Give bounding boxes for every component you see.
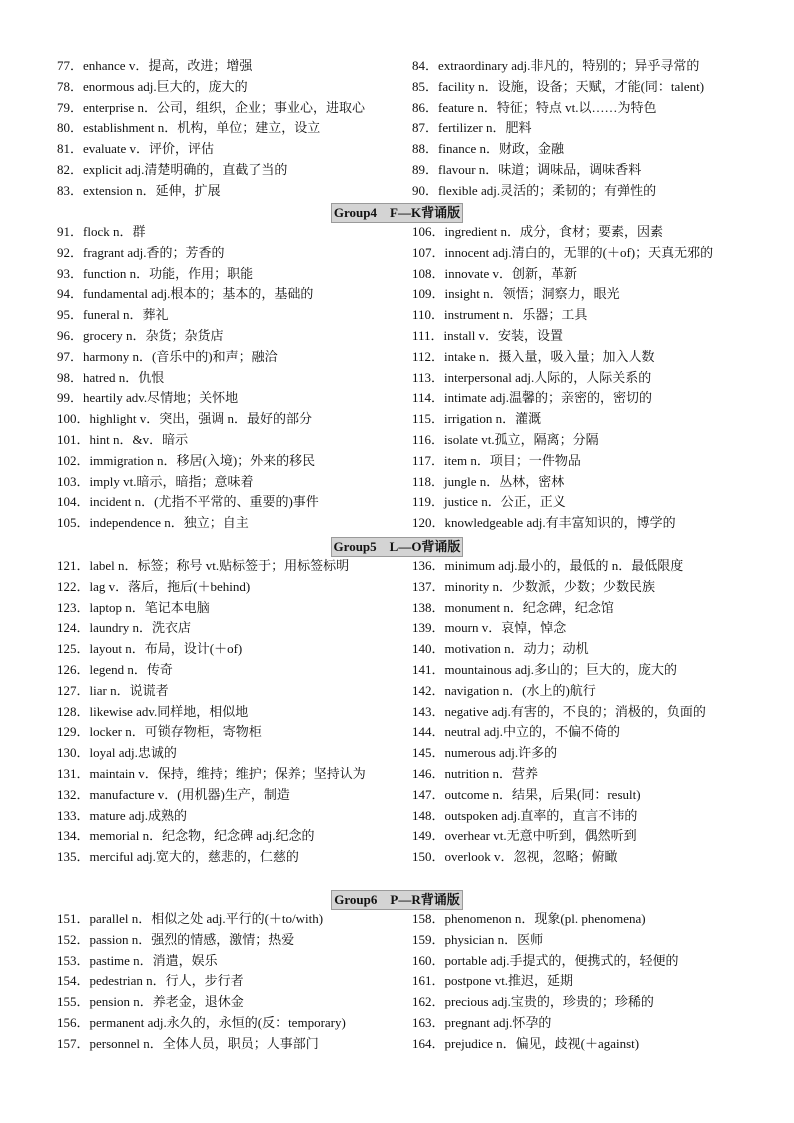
vocab-entry: 141．mountainous adj.多山的；巨大的，庞大的	[412, 661, 678, 677]
vocab-entry: 96．grocery n．杂货；杂货店	[57, 327, 224, 343]
vocab-entry: 162．precious adj.宝贵的，珍贵的；珍稀的	[412, 994, 654, 1010]
vocab-entry: 138．monument n．纪念碑，纪念馆	[412, 599, 614, 615]
vocab-entry: 144．neutral adj.中立的，不偏不倚的	[412, 724, 620, 740]
left-column	[57, 909, 407, 1055]
vocab-entry: 157．personnel n．全体人员，职员；人事部门	[57, 1035, 319, 1051]
vocab-entry: 97．harmony n．(音乐中的)和声；融洽	[57, 348, 278, 364]
vocab-entry: 122．lag v．落后，拖后(＋behind)	[57, 578, 251, 594]
vocab-entry: 159．physician n．医师	[412, 931, 544, 947]
vocab-entry: 77．enhance v．提高，改进；增强	[57, 58, 253, 73]
vocab-entry: 134．memorial n．纪念物，纪念碑 adj.纪念的	[57, 828, 315, 844]
vocab-entry: 140．motivation n．动力；动机	[412, 641, 589, 657]
vocab-entry: 139．mourn v．哀悼，悼念	[412, 620, 567, 636]
vocab-entry: 91．flock n．群	[57, 224, 146, 239]
vocab-entry: 163．pregnant adj.怀孕的	[412, 1014, 552, 1030]
vocab-entry: 114．intimate adj.温馨的；亲密的，密切的	[412, 390, 652, 406]
right-column	[412, 222, 782, 534]
vocab-entry: 98．hatred n．仇恨	[57, 369, 165, 385]
vocab-entry: 90．flexible adj.灵活的；柔韧的；有弹性的	[412, 182, 657, 198]
group4-title: Group4 F—K背诵版	[331, 203, 463, 223]
vocab-entry: 129．locker n．可锁存物柜，寄物柜	[57, 724, 262, 740]
vocab-entry: 121．label n．标签；称号 vt.贴标签于；用标签标明	[57, 558, 350, 573]
vocab-entry: 152．passion n．强烈的情感，激情；热爱	[57, 931, 295, 947]
vocab-entry: 160．portable adj.手提式的，便携式的，轻便的	[412, 952, 679, 968]
vocab-entry: 147．outcome n．结果，后果(同：result)	[412, 786, 641, 802]
vocab-entry: 78．enormous adj.巨大的，庞大的	[57, 78, 248, 94]
vocab-entry: 108．innovate v．创新，革新	[412, 265, 578, 281]
vocab-entry: 115．irrigation n．灌溉	[412, 411, 542, 427]
vocab-entry: 94．fundamental adj.根本的；基本的，基础的	[57, 286, 314, 302]
vocab-entry: 123．laptop n．笔记本电脑	[57, 599, 210, 615]
group5-title: Group5 L—O背诵版	[331, 537, 464, 557]
vocab-entry: 93．function n．功能，作用；职能	[57, 265, 254, 281]
vocab-entry: 92．fragrant adj.香的；芳香的	[57, 244, 225, 260]
vocab-entry: 110．instrument n．乐器；工具	[412, 307, 588, 323]
vocab-entry: 103．imply vt.暗示，暗指；意味着	[57, 473, 254, 489]
vocab-entry: 137．minority n．少数派，少数；少数民族	[412, 578, 656, 594]
vocab-entry: 128．likewise adv.同样地，相似地	[57, 703, 249, 719]
vocab-entry: 125．layout n．布局，设计(＋of)	[57, 641, 243, 657]
vocab-entry: 101．hint n．&v．暗示	[57, 431, 189, 447]
vocab-entry: 135．merciful adj.宽大的，慈悲的，仁慈的	[57, 849, 299, 865]
vocab-entry: 154．pedestrian n．行人，步行者	[57, 973, 244, 989]
group6-title: Group6 P—R背诵版	[331, 890, 462, 910]
vocab-entry: 116．isolate vt.孤立，隔离；分隔	[412, 431, 599, 447]
vocab-entry: 150．overlook v．忽视，忽略；俯瞰	[412, 849, 618, 865]
vocab-entry: 80．establishment n．机构，单位；建立，设立	[57, 120, 321, 136]
vocab-entry: 149．overhear vt.无意中听到，偶然听到	[412, 828, 637, 844]
vocab-entry: 82．explicit adj.清楚明确的，直截了当的	[57, 161, 288, 177]
vocab-entry: 156．permanent adj.永久的，永恒的(反：temporary)	[57, 1014, 346, 1030]
left-column	[57, 556, 407, 868]
left-column	[57, 222, 407, 534]
vocab-entry: 120．knowledgeable adj.有丰富知识的，博学的	[412, 515, 676, 531]
vocab-entry: 164．prejudice n．偏见，歧视(＋against)	[412, 1035, 640, 1051]
vocab-entry: 118．jungle n．丛林，密林	[412, 473, 565, 489]
vocab-entry: 148．outspoken adj.直率的，直言不讳的	[412, 807, 638, 823]
right-column	[412, 556, 782, 868]
vocab-entry: 126．legend n．传奇	[57, 661, 173, 677]
vocab-entry: 127．liar n．说谎者	[57, 682, 169, 698]
vocab-entry: 104．incident n．(尤指不平常的、重要的)事件	[57, 494, 319, 510]
vocab-entry: 109．insight n．领悟；洞察力，眼光	[412, 286, 620, 302]
vocab-entry: 107．innocent adj.清白的，无罪的(＋of)；天真无邪的	[412, 244, 714, 260]
group5-header	[0, 537, 794, 555]
left-column	[57, 56, 407, 202]
vocab-entry: 158．phenomenon n．现象(pl. phenomena)	[412, 911, 646, 926]
right-column	[412, 56, 782, 202]
vocab-entry: 81．evaluate v．评价，评估	[57, 141, 215, 157]
vocab-entry: 89．flavour n．味道；调味品，调味香料	[412, 161, 642, 177]
vocab-entry: 133．mature adj.成熟的	[57, 807, 187, 823]
vocab-entry: 106．ingredient n．成分，食材；要素，因素	[412, 224, 663, 239]
vocab-entry: 130．loyal adj.忠诚的	[57, 745, 177, 761]
vocab-entry: 100．highlight v．突出，强调 n．最好的部分	[57, 411, 312, 427]
vocab-entry: 153．pastime n．消遣，娱乐	[57, 952, 218, 968]
vocab-entry: 146．nutrition n．营养	[412, 765, 539, 781]
group6-header	[0, 890, 794, 908]
vocab-entry: 88．finance n．财政，金融	[412, 141, 565, 157]
vocab-entry: 112．intake n．摄入量，吸入量；加入人数	[412, 348, 655, 364]
vocab-entry: 143．negative adj.有害的，不良的；消极的，负面的	[412, 703, 706, 719]
vocab-entry: 161．postpone vt.推迟，延期	[412, 973, 574, 989]
vocab-entry: 142．navigation n．(水上的)航行	[412, 682, 596, 698]
vocab-entry: 95．funeral n．葬礼	[57, 307, 169, 323]
vocab-entry: 83．extension n．延伸，扩展	[57, 182, 221, 198]
vocab-entry: 84．extraordinary adj.非凡的，特别的；异乎寻常的	[412, 58, 700, 73]
vocab-entry: 136．minimum adj.最小的，最低的 n．最低限度	[412, 558, 684, 573]
vocab-entry: 105．independence n．独立；自主	[57, 515, 249, 531]
group4-header	[0, 203, 794, 221]
vocab-entry: 111．install v．安装，设置	[412, 327, 564, 343]
vocab-entry: 124．laundry n．洗衣店	[57, 620, 191, 636]
vocab-entry: 119．justice n．公正，正义	[412, 494, 566, 510]
right-column	[412, 909, 782, 1055]
vocab-entry: 117．item n．项目；一件物品	[412, 452, 581, 468]
vocab-entry: 132．manufacture v．(用机器)生产，制造	[57, 786, 290, 802]
vocab-entry: 102．immigration n．移居(入境)；外来的移民	[57, 452, 316, 468]
vocab-entry: 145．numerous adj.许多的	[412, 745, 558, 761]
vocab-entry: 99．heartily adv.尽情地；关怀地	[57, 390, 239, 406]
vocab-entry: 155．pension n．养老金，退休金	[57, 994, 244, 1010]
vocab-entry: 113．interpersonal adj.人际的，人际关系的	[412, 369, 652, 385]
vocab-entry: 86．feature n．特征；特点 vt.以……为特色	[412, 99, 657, 115]
vocab-entry: 79．enterprise n．公司，组织，企业；事业心，进取心	[57, 99, 366, 115]
vocab-entry: 131．maintain v．保持，维持；维护；保养；坚持认为	[57, 765, 366, 781]
vocab-entry: 85．facility n．设施，设备；天赋，才能(同：talent)	[412, 78, 705, 94]
vocab-entry: 87．fertilizer n．肥料	[412, 120, 532, 136]
vocab-entry: 151．parallel n．相似之处 adj.平行的(＋to/with)	[57, 911, 324, 926]
